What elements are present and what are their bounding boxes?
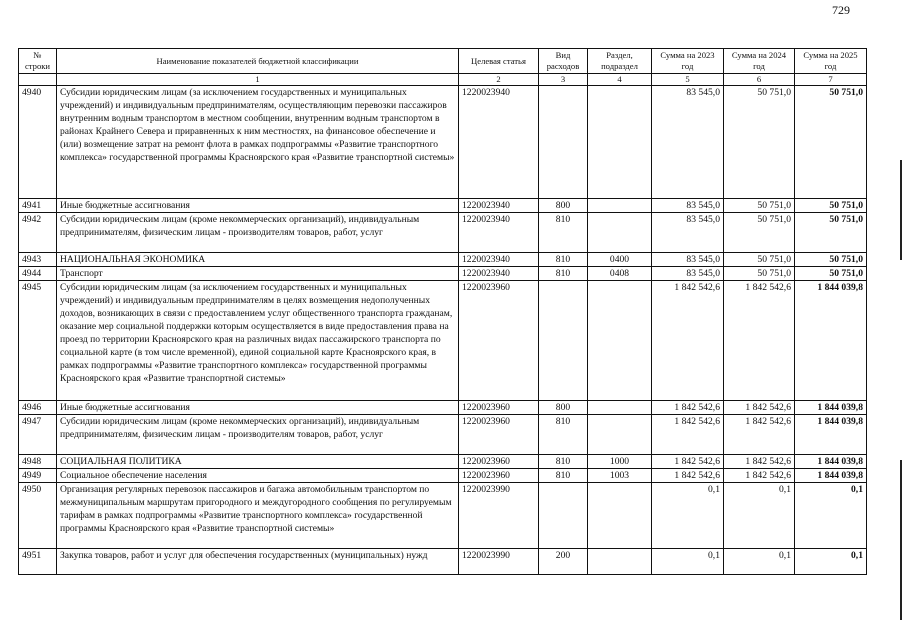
row-sum-2025: 1 844 039,8 bbox=[795, 415, 867, 455]
edge-mark-lower bbox=[900, 460, 902, 620]
row-sum-2023: 83 545,0 bbox=[652, 86, 724, 199]
row-expense-type: 800 bbox=[539, 401, 588, 415]
row-name: Субсидии юридическим лицам (кроме некоммерческих организаций), индивидуальным предпринимателям, физическим лицам - производителям товаров, работ, услуг bbox=[57, 213, 459, 253]
row-name: Субсидии юридическим лицам (кроме некоммерческих организаций), индивидуальным предпринимателям, физическим лицам - производителям товаров, работ, услуг bbox=[57, 415, 459, 455]
row-section bbox=[588, 213, 652, 253]
row-target-article: 1220023940 bbox=[459, 213, 539, 253]
row-sum-2023: 83 545,0 bbox=[652, 267, 724, 281]
row-sum-2023: 1 842 542,6 bbox=[652, 401, 724, 415]
col-num-4: 4 bbox=[588, 74, 652, 86]
row-sum-2024: 50 751,0 bbox=[724, 267, 795, 281]
row-section: 1003 bbox=[588, 469, 652, 483]
row-target-article: 1220023940 bbox=[459, 253, 539, 267]
table-row bbox=[19, 213, 867, 253]
header-section: Раздел, подраздел bbox=[588, 49, 652, 74]
row-target-article: 1220023960 bbox=[459, 469, 539, 483]
table-row bbox=[19, 483, 867, 549]
row-sum-2023: 83 545,0 bbox=[652, 253, 724, 267]
row-sum-2025: 0,1 bbox=[795, 483, 867, 549]
row-section bbox=[588, 415, 652, 455]
row-number: 4944 bbox=[19, 267, 57, 281]
table-row bbox=[19, 469, 867, 483]
row-sum-2024: 50 751,0 bbox=[724, 86, 795, 199]
row-section bbox=[588, 401, 652, 415]
row-sum-2024: 1 842 542,6 bbox=[724, 415, 795, 455]
row-name: СОЦИАЛЬНАЯ ПОЛИТИКА bbox=[57, 455, 459, 469]
table-row bbox=[19, 253, 867, 267]
row-name: Социальное обеспечение населения bbox=[57, 469, 459, 483]
row-name: Закупка товаров, работ и услуг для обеспечения государственных (муниципальных) нужд bbox=[57, 549, 459, 575]
col-num-5: 5 bbox=[652, 74, 724, 86]
header-sum-2024: Сумма на 2024 год bbox=[724, 49, 795, 74]
row-expense-type: 810 bbox=[539, 253, 588, 267]
col-num-3: 3 bbox=[539, 74, 588, 86]
row-sum-2024: 0,1 bbox=[724, 549, 795, 575]
row-expense-type: 810 bbox=[539, 415, 588, 455]
row-target-article: 1220023960 bbox=[459, 401, 539, 415]
row-sum-2025: 1 844 039,8 bbox=[795, 281, 867, 401]
header-indicator-name: Наименование показателей бюджетной классификации bbox=[57, 49, 459, 74]
row-sum-2025: 50 751,0 bbox=[795, 199, 867, 213]
row-sum-2023: 1 842 542,6 bbox=[652, 469, 724, 483]
row-target-article: 1220023960 bbox=[459, 281, 539, 401]
row-sum-2025: 50 751,0 bbox=[795, 86, 867, 199]
row-expense-type: 810 bbox=[539, 455, 588, 469]
row-expense-type: 200 bbox=[539, 549, 588, 575]
row-sum-2025: 50 751,0 bbox=[795, 267, 867, 281]
row-expense-type bbox=[539, 86, 588, 199]
row-expense-type: 810 bbox=[539, 267, 588, 281]
row-number: 4941 bbox=[19, 199, 57, 213]
row-section bbox=[588, 86, 652, 199]
table-row bbox=[19, 455, 867, 469]
row-sum-2024: 50 751,0 bbox=[724, 213, 795, 253]
table-row bbox=[19, 549, 867, 575]
row-target-article: 1220023990 bbox=[459, 483, 539, 549]
row-number: 4948 bbox=[19, 455, 57, 469]
col-num-7: 7 bbox=[795, 74, 867, 86]
row-sum-2025: 1 844 039,8 bbox=[795, 469, 867, 483]
row-sum-2025: 50 751,0 bbox=[795, 213, 867, 253]
row-target-article: 1220023960 bbox=[459, 415, 539, 455]
budget-table bbox=[18, 48, 867, 575]
row-sum-2023: 1 842 542,6 bbox=[652, 455, 724, 469]
row-sum-2024: 50 751,0 bbox=[724, 199, 795, 213]
row-target-article: 1220023940 bbox=[459, 199, 539, 213]
row-sum-2025: 1 844 039,8 bbox=[795, 401, 867, 415]
row-section bbox=[588, 281, 652, 401]
table-row bbox=[19, 281, 867, 401]
row-number: 4951 bbox=[19, 549, 57, 575]
table-row bbox=[19, 199, 867, 213]
row-expense-type: 810 bbox=[539, 213, 588, 253]
header-row bbox=[19, 49, 867, 74]
row-name: Субсидии юридическим лицам (за исключением государственных и муниципальных учреждений) и индивидуальным предпринимателям в целях возмещения недополученных доходов, возникающих в связи с предоставлением услуг общественного транспорта гражданам, оказание мер социальной поддержки которым осуществляется в виде предоставления права на проезд по территории Красноярского края на различных видах пассажирского транспорта по социальной карте (в том числе временной), единой социальной карте Красноярского края, в рамках подпрограммы «Развитие транспортного комплекса» государственной программы Красноярского края «Развитие транспортной системы» bbox=[57, 281, 459, 401]
row-section: 0408 bbox=[588, 267, 652, 281]
header-target-article: Целевая статья bbox=[459, 49, 539, 74]
header-sum-2023: Сумма на 2023 год bbox=[652, 49, 724, 74]
column-numbering-row bbox=[19, 74, 867, 86]
row-sum-2025: 50 751,0 bbox=[795, 253, 867, 267]
row-sum-2024: 0,1 bbox=[724, 483, 795, 549]
row-number: 4945 bbox=[19, 281, 57, 401]
row-sum-2024: 50 751,0 bbox=[724, 253, 795, 267]
row-sum-2024: 1 842 542,6 bbox=[724, 455, 795, 469]
row-sum-2024: 1 842 542,6 bbox=[724, 469, 795, 483]
header-expense-type: Вид расходов bbox=[539, 49, 588, 74]
row-sum-2024: 1 842 542,6 bbox=[724, 401, 795, 415]
row-target-article: 1220023960 bbox=[459, 455, 539, 469]
row-sum-2025: 1 844 039,8 bbox=[795, 455, 867, 469]
row-sum-2023: 0,1 bbox=[652, 549, 724, 575]
row-target-article: 1220023940 bbox=[459, 267, 539, 281]
table-row bbox=[19, 401, 867, 415]
row-sum-2023: 83 545,0 bbox=[652, 213, 724, 253]
row-number: 4943 bbox=[19, 253, 57, 267]
row-sum-2024: 1 842 542,6 bbox=[724, 281, 795, 401]
row-expense-type: 810 bbox=[539, 469, 588, 483]
row-name: НАЦИОНАЛЬНАЯ ЭКОНОМИКА bbox=[57, 253, 459, 267]
header-row-number: № строки bbox=[19, 49, 57, 74]
row-section bbox=[588, 483, 652, 549]
row-number: 4949 bbox=[19, 469, 57, 483]
row-sum-2023: 1 842 542,6 bbox=[652, 281, 724, 401]
row-name: Транспорт bbox=[57, 267, 459, 281]
row-sum-2025: 0,1 bbox=[795, 549, 867, 575]
row-sum-2023: 0,1 bbox=[652, 483, 724, 549]
row-name: Иные бюджетные ассигнования bbox=[57, 199, 459, 213]
row-target-article: 1220023940 bbox=[459, 86, 539, 199]
row-expense-type bbox=[539, 483, 588, 549]
row-name: Субсидии юридическим лицам (за исключением государственных и муниципальных учреждений) и индивидуальным предпринимателям, осуществляющим перевозки пассажиров внутренним водным транспортом в местном сообщении, внутренним водным транспортом в районах Крайнего Севера и приравненных к ним местностях, на финансовое обеспечение и (или) возмещение затрат на ремонт флота в рамках подпрограммы «Развитие транспортного комплекса» государственной программы Красноярского края «Развитие транспортной системы» bbox=[57, 86, 459, 199]
page-number: 729 bbox=[832, 3, 850, 17]
row-sum-2023: 83 545,0 bbox=[652, 199, 724, 213]
table-row bbox=[19, 415, 867, 455]
header-sum-2025: Сумма на 2025 год bbox=[795, 49, 867, 74]
row-section bbox=[588, 199, 652, 213]
edge-mark-upper bbox=[900, 160, 902, 260]
row-number: 4947 bbox=[19, 415, 57, 455]
row-section: 0400 bbox=[588, 253, 652, 267]
row-expense-type: 800 bbox=[539, 199, 588, 213]
row-sum-2023: 1 842 542,6 bbox=[652, 415, 724, 455]
row-number: 4946 bbox=[19, 401, 57, 415]
col-num-1: 1 bbox=[57, 74, 459, 86]
row-name: Иные бюджетные ассигнования bbox=[57, 401, 459, 415]
col-num-2: 2 bbox=[459, 74, 539, 86]
row-name: Организация регулярных перевозок пассажиров и багажа автомобильным транспортом по межмуниципальным маршрутам пригородного и междугородного сообщения по регулируемым тарифам в рамках подпрограммы «Развитие транспортного комплекса» государственной программы Красноярского края «Развитие транспортной системы» bbox=[57, 483, 459, 549]
row-number: 4940 bbox=[19, 86, 57, 199]
row-section bbox=[588, 549, 652, 575]
row-number: 4942 bbox=[19, 213, 57, 253]
col-num-6: 6 bbox=[724, 74, 795, 86]
row-number: 4950 bbox=[19, 483, 57, 549]
table-row bbox=[19, 86, 867, 199]
col-num-blank bbox=[19, 74, 57, 86]
row-target-article: 1220023990 bbox=[459, 549, 539, 575]
row-section: 1000 bbox=[588, 455, 652, 469]
row-expense-type bbox=[539, 281, 588, 401]
table-row bbox=[19, 267, 867, 281]
